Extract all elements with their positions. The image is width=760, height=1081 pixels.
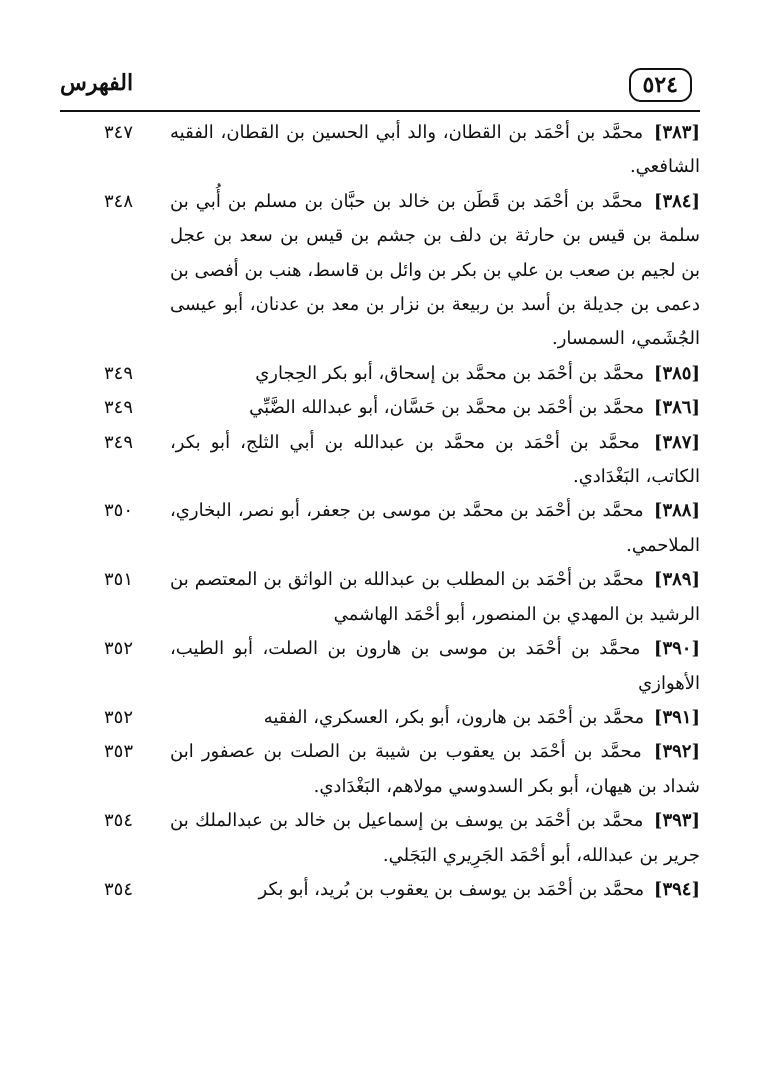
entry-text: محمَّد بن أحْمَد بن محمَّد بن عبدالله بن أبي الثلج، أبو بكر، الكاتب، البَغْدَادي. (170, 431, 700, 488)
index-entry (60, 116, 700, 185)
index-entry (60, 632, 700, 701)
index-entry (60, 185, 700, 357)
entry-text: محمَّد بن أحْمَد بن يعقوب بن شيبة بن الصلت بن عصفور ابن شداد بن هيهان، أبو بكر السدوسي مولاهم، البَغْدَادي. (170, 741, 700, 797)
entry-page-ref: ٣٤٩ (104, 362, 134, 384)
entry-number: [٣٩٢] (653, 741, 700, 763)
entry-text: محمَّد بن أحْمَد بن قَطَن بن خالد بن حبَّان بن مسلم بن أُبي بن سلمة بن قيس بن حارثة بن دلف بن جشم بن قيس بن سعد بن عجل بن لجيم بن صعب بن علي بن بكر بن وائل بن قاسط، هنب بن أفصى بن دعمى بن جديلة بن أسد بن ربيعة بن نزار بن معد بن عدنان، أبو عيسى الجُشَمي، السمسار. (170, 190, 700, 350)
entry-text: محمَّد بن أحْمَد بن محمَّد بن إسحاق، أبو بكر الحِجاري (255, 362, 645, 384)
index-entry (60, 426, 700, 495)
entry-page-ref: ٣٥٢ (104, 706, 134, 728)
entry-page-ref: ٣٥٠ (104, 500, 134, 522)
page-header (60, 66, 700, 106)
entry-page-ref: ٣٥٣ (104, 741, 134, 763)
entry-text: محمَّد بن أحْمَد بن موسى بن هارون بن الصلت، أبو الطيب، الأهوازي (170, 638, 700, 694)
entry-text: محمَّد بن أحْمَد بن المطلب بن عبدالله بن الواثق بن المعتصم بن الرشيد بن المهدي بن المنصور، أبو أحْمَد الهاشمي (170, 569, 700, 625)
entry-number: [٣٨٧] (653, 431, 700, 453)
entry-number: [٣٨٤] (653, 190, 700, 212)
entry-page-ref: ٣٤٩ (104, 397, 134, 419)
entry-number: [٣٨٣] (653, 122, 700, 143)
entry-page-ref: ٣٤٧ (104, 122, 134, 143)
index-entry (60, 391, 700, 425)
entry-number: [٣٨٩] (653, 569, 700, 591)
entry-page-ref: ٣٥٢ (104, 638, 134, 660)
header-rule (60, 110, 700, 112)
entry-number: [٣٨٨] (653, 500, 700, 522)
entry-page-ref: ٣٥١ (104, 569, 134, 591)
page-number-badge: ٥٢٤ (629, 68, 692, 102)
entry-number: [٣٩٠] (653, 638, 700, 660)
entry-page-ref: ٣٥٤ (104, 810, 134, 832)
entry-page-ref: ٣٥٤ (104, 878, 134, 900)
entry-text: محمَّد بن أحْمَد بن هارون، أبو بكر، العسكري، الفقيه (263, 706, 645, 728)
entry-text: محمَّد بن أحْمَد بن يوسف بن يعقوب بن بُريد، أبو بكر (258, 878, 645, 900)
entry-text: محمَّد بن أحْمَد بن يوسف بن إسماعيل بن خالد بن عبدالملك بن جرير بن عبدالله، أبو أحْمَد الجَرِيري البَجَلي. (170, 810, 700, 866)
index-entry (60, 873, 700, 907)
entry-number: [٣٩٣] (653, 810, 700, 832)
index-list (60, 116, 700, 907)
entry-page-ref: ٣٤٩ (104, 431, 134, 453)
entry-number: [٣٩١] (653, 706, 700, 728)
index-entry (60, 494, 700, 563)
entry-text: محمَّد بن أحْمَد بن القطان، والد أبي الحسين بن القطان، الفقيه الشافعي. (170, 122, 700, 178)
index-entry (60, 701, 700, 735)
running-title: الفهرس (60, 70, 134, 96)
index-entry (60, 357, 700, 391)
entry-number: [٣٨٦] (653, 397, 700, 419)
index-entry (60, 735, 700, 804)
entry-text: محمَّد بن أحْمَد بن محمَّد بن موسى بن جعفر، أبو نصر، البخاري، الملاحمي. (170, 500, 700, 556)
entry-page-ref: ٣٤٨ (104, 190, 134, 212)
index-entry (60, 563, 700, 632)
entry-text: محمَّد بن أحْمَد بن محمَّد بن حَسَّان، أبو عبدالله الضَّبِّي (249, 397, 645, 419)
entry-number: [٣٩٤] (653, 878, 700, 900)
entry-number: [٣٨٥] (653, 362, 700, 384)
index-entry (60, 804, 700, 873)
